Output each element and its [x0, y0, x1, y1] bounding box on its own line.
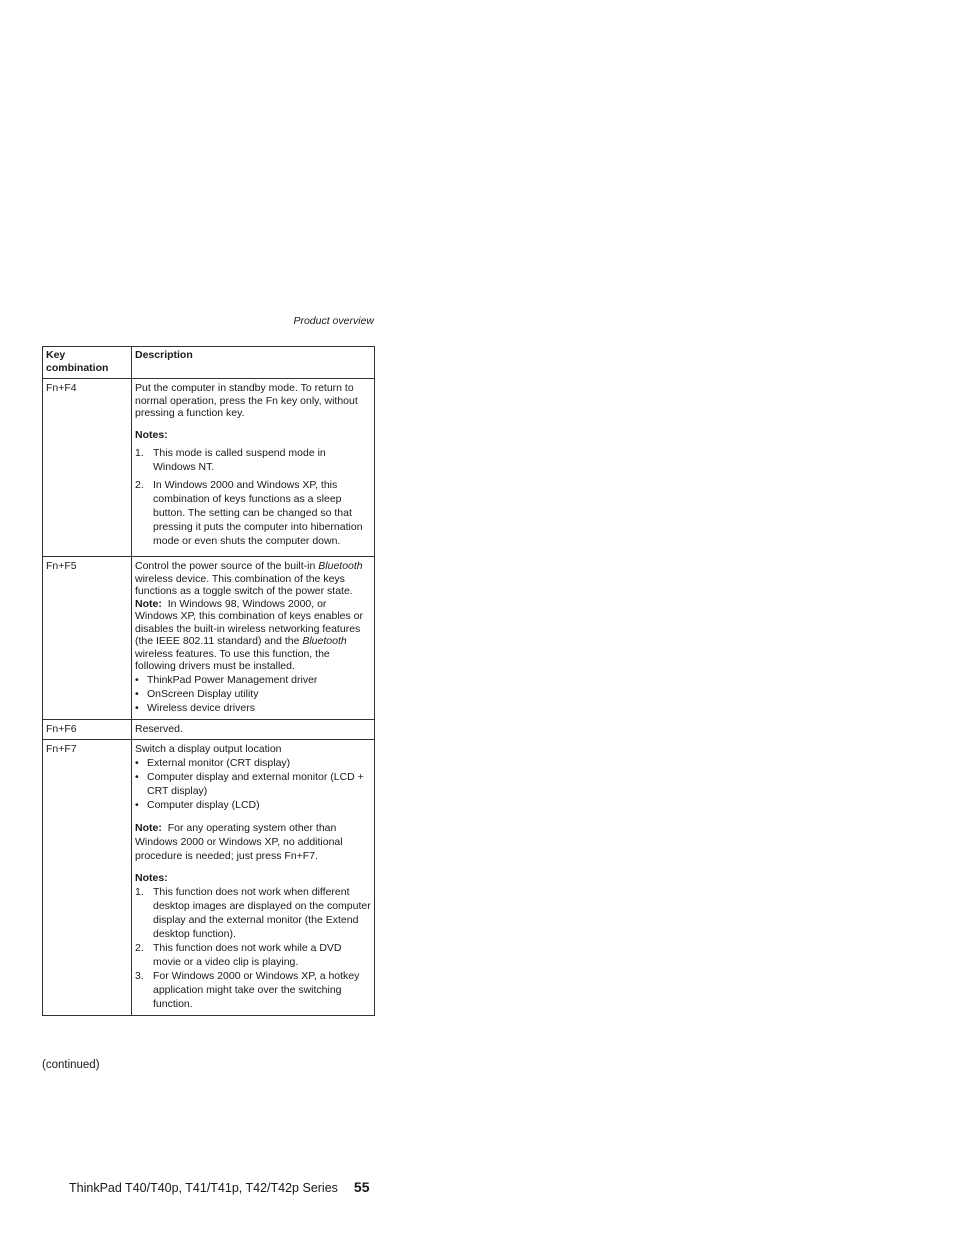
column-header-description: Description [132, 347, 375, 379]
description-cell [132, 557, 375, 720]
page-footer [69, 1179, 370, 1196]
key-cell: Fn+F4 [43, 379, 132, 557]
list-item: • Computer display and external monitor (LCD + CRT display) [135, 770, 364, 797]
key-cell: Fn+F6 [43, 719, 132, 740]
display-options-list [135, 756, 371, 812]
continued-label: (continued) [42, 1059, 100, 1071]
note-item: 1. This function does not work when different desktop images are displayed on the computer display and the external monitor (the Extend desktop function). [135, 886, 371, 940]
key-cell: Fn+F7 [43, 740, 132, 1016]
note-item: 2. In Windows 2000 and Windows XP, this combination of keys functions as a sleep button. The setting can be changed so that pressing it puts the computer into hibernation mode or even shuts the computer down. [135, 479, 363, 547]
bluetooth-term: Bluetooth [302, 635, 347, 647]
key-cell: Fn+F5 [43, 557, 132, 720]
description-cell [132, 740, 375, 1016]
bluetooth-term: Bluetooth [318, 560, 363, 572]
list-item: • Wireless device drivers [135, 701, 255, 714]
note-item: 1. This mode is called suspend mode in Windows NT. [135, 447, 326, 473]
description-text: Switch a display output location [135, 743, 282, 755]
note-label: Note: [135, 821, 162, 834]
list-item: • OnScreen Display utility [135, 687, 259, 700]
notes-list [135, 885, 371, 1011]
running-header: Product overview [293, 315, 374, 327]
column-header-key: Key combination [43, 347, 132, 379]
note-label: Note: [135, 597, 162, 610]
key-combination-table [42, 346, 375, 1016]
table-row-fn-f6 [43, 719, 375, 740]
list-item: • Computer display (LCD) [135, 798, 260, 811]
drivers-list [135, 673, 371, 715]
note-item: 3. For Windows 2000 or Windows XP, a hotkey application might take over the switching function. [135, 970, 360, 1010]
description-text: Put the computer in standby mode. To return to normal operation, press the Fn key only, without pressing a function key. [135, 382, 358, 419]
notes-list [135, 446, 371, 548]
table-header-row [43, 347, 375, 379]
notes-heading: Notes: [135, 871, 168, 884]
description-cell: Reserved. [132, 719, 375, 740]
page-number: 55 [353, 1179, 370, 1195]
note-paragraph: Note: For any operating system other than Windows 2000 or Windows XP, no additional procedure is needed; just press Fn+F7. [135, 821, 343, 862]
note-item: 2. This function does not work while a DVD movie or a video clip is playing. [135, 942, 342, 968]
list-item: • External monitor (CRT display) [135, 756, 291, 769]
footer-title: ThinkPad T40/T40p, T41/T41p, T42/T42p Series [69, 1181, 338, 1195]
table-row-fn-f4 [43, 379, 375, 557]
list-item: • ThinkPad Power Management driver [135, 673, 318, 686]
table-row-fn-f7 [43, 740, 375, 1016]
notes-heading: Notes: [135, 428, 168, 441]
description-cell [132, 379, 375, 557]
description-text: Control the power source of the built-in Bluetooth wireless device. This combination of the keys functions as a toggle switch of the power state. Note: In Windows 98, Windows 2000, or Windows XP, this combination of keys enables or disables the built-in wireless networking features (the IEEE 802.11 standard) and the Bluetooth wireless features. To use this function, the following drivers must be installed. [135, 560, 364, 672]
table-row-fn-f5 [43, 557, 375, 720]
